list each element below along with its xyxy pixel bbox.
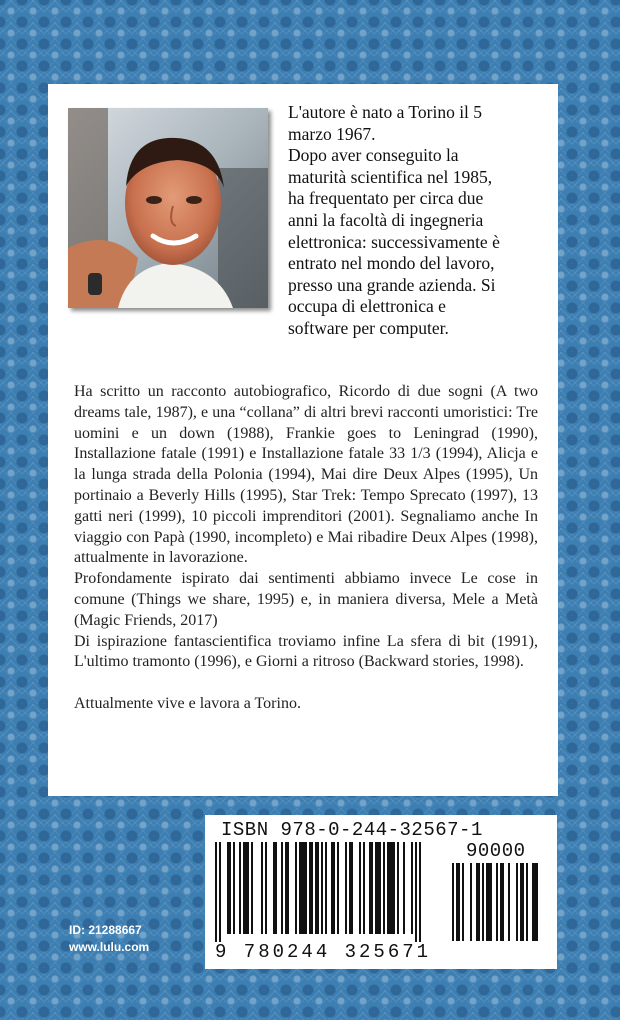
publisher-id: ID: 21288667 [69, 923, 142, 937]
ean-barcode-bars [215, 842, 447, 942]
author-portrait-image [68, 108, 268, 308]
publisher-info [69, 922, 149, 956]
barcode-digits: 9 780244 325671 [215, 941, 432, 963]
publisher-url: www.lulu.com [69, 940, 150, 954]
works-description [74, 382, 538, 715]
works-paragraph-2: Profondamente ispirato dai sentimenti abbiamo invece Le cose in comune (Things we share, 1995) e, in maniera diversa, Mele a Metà (Magic Friends, 2017) [74, 570, 538, 629]
isbn-label: ISBN 978-0-244-32567-1 [221, 819, 483, 841]
back-cover-panel [48, 84, 558, 796]
price-barcode-bars [452, 863, 548, 941]
works-paragraph-3: Di ispirazione fantascientifica troviamo infine La sfera di bit (1991), L'ultimo tramonto (1996), e Giorni a ritroso (Backward stories, 1998). [74, 632, 538, 671]
isbn-barcode [205, 815, 557, 969]
works-paragraph-1: Ha scritto un racconto autobiografico, Ricordo di due sogni (A two dreams tale, 1987), e una “collana” di altri brevi racconti umoristici: Tre uomini e un down (1988), Frankie goes to Leningrad (1990), Installazione fatale (1991) e Installazione fatale 33 1/3 (1994), Alicja e la lunga strada della Polonia (1994), Mai dire Deux Alpes (1995), Un portinaio a Beverly Hills (1995), Star Trek: Tempo Sprecato (1997), 13 gatti neri (1999), 10 piccoli imprenditori (2001). Segnaliamo anche In viaggio con Papà (1990, incompleto) e Mai ribadire Deux Alpes (1998), attualmente in lavorazione. [74, 383, 538, 567]
author-bio: L'autore è nato a Torino il 5 marzo 1967. Dopo aver conseguito la maturità scientifica nel 1985, ha frequentato per circa due anni la facoltà di ingegneria elettronica: successivamente è entrato nel mondo del lavoro, presso una grande azienda. Si occupa di elettronica e software per computer. [288, 102, 500, 338]
price-code: 90000 [466, 840, 526, 862]
works-paragraph-4: Attualmente vive e lavora a Torino. [74, 694, 301, 712]
author-photo [68, 108, 268, 308]
